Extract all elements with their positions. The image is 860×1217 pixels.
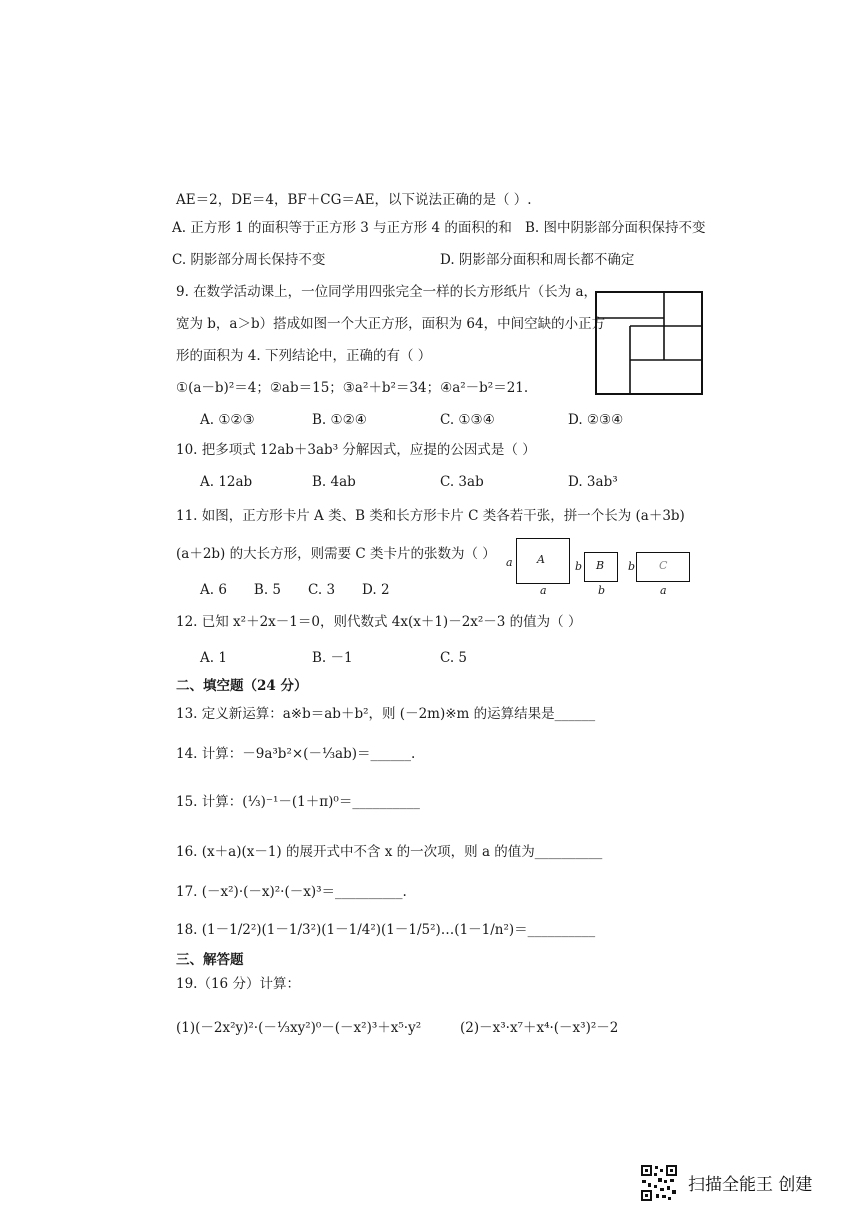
q11-cards-figure [504,538,704,596]
card-c-label: C [659,559,668,572]
card-c-bottom-label: a [660,584,667,597]
q8-stem: AE＝2，DE＝4，BF＋CG＝AE，以下说法正确的是（ ）. [176,192,532,208]
card-a-side-label: a [506,556,513,569]
scanner-footer [640,1162,840,1202]
q10-option-d: D. 3ab³ [568,474,618,490]
q9-option-c: C. ①③④ [440,412,495,428]
q10-option-c: C. 3ab [440,474,484,490]
q19-part-1: (1)(－2x²y)²·(－⅓xy²)⁰－(－x²)³＋x⁵·y² [176,1020,422,1036]
card-b-side-label: b [575,560,583,573]
card-b [584,552,618,582]
card-b-bottom-label: b [598,584,606,597]
section-2-heading: 二、填空题（24 分） [176,678,308,694]
q13: 13. 定义新运算：a※b＝ab＋b²，则 (－2m)※m 的运算结果是______ [176,706,596,722]
qr-code-icon [640,1164,678,1202]
card-b-label: B [596,559,605,572]
q15: 15. 计算：(⅓)⁻¹－(1＋π)⁰＝__________ [176,794,420,810]
q18: 18. (1－1/2²)(1－1/3²)(1－1/4²)(1－1/5²)…(1－1/n²)＝__________ [176,922,596,938]
q12-option-c: C. 5 [440,650,468,666]
q8-option-a: A. 正方形 1 的面积等于正方形 3 与正方形 4 的面积的和 [172,220,512,236]
card-c [636,552,690,582]
scanner-footer-text: 扫描全能王 创建 [688,1175,813,1195]
card-c-side-label: b [628,560,636,573]
card-a [516,538,570,584]
card-a-label: A [537,553,545,566]
q12-option-b: B. －1 [312,650,353,666]
section-3-heading: 三、解答题 [176,952,244,968]
q9-line-4: ①(a－b)²＝4；②ab＝15；③a²＋b²＝34；④a²－b²＝21. [176,380,529,396]
q9-line-2: 宽为 b，a＞b）搭成如图一个大正方形，面积为 64，中间空缺的小正方 [176,316,606,332]
q12-option-a: A. 1 [200,650,227,666]
q8-option-d: D. 阴影部分面积和周长都不确定 [440,252,635,268]
q19-part-2: (2)－x³·x⁷＋x⁴·(－x³)²－2 [460,1020,619,1036]
q10-option-a: A. 12ab [200,474,253,490]
q9-option-a: A. ①②③ [200,412,255,428]
q17: 17. (－x²)·(－x)²·(－x)³＝__________. [176,884,407,900]
q11-line-1: 11. 如图，正方形卡片 A 类、B 类和长方形卡片 C 类各若干张，拼一个长为 (a＋3b) [176,508,685,524]
q10-option-b: B. 4ab [312,474,356,490]
card-a-bottom-label: a [540,584,547,597]
q9-line-1: 9. 在数学活动课上，一位同学用四张完全一样的长方形纸片（长为 a， [176,284,598,300]
q12-stem: 12. 已知 x²＋2x－1＝0，则代数式 4x(x＋1)－2x²－3 的值为（ ） [176,614,582,630]
q14: 14. 计算：－9a³b²×(－⅓ab)＝______. [176,746,416,762]
q8-option-c: C. 阴影部分周长保持不变 [172,252,326,268]
q9-square-figure [594,290,706,398]
q10-stem: 10. 把多项式 12ab＋3ab³ 分解因式，应提的公因式是（ ） [176,442,536,458]
q19-stem: 19.（16 分）计算： [176,976,300,992]
q9-line-3: 形的面积为 4. 下列结论中，正确的有（ ） [176,348,432,364]
q16: 16. (x＋a)(x－1) 的展开式中不含 x 的一次项，则 a 的值为__________ [176,844,603,860]
q11-options: A. 6 B. 5 C. 3 D. 2 [200,582,390,598]
q9-option-b: B. ①②④ [312,412,367,428]
q9-option-d: D. ②③④ [568,412,624,428]
q11-line-2: (a＋2b) 的大长方形，则需要 C 类卡片的张数为（ ） [176,546,496,562]
q8-option-b: B. 图中阴影部分面积保持不变 [525,220,706,236]
